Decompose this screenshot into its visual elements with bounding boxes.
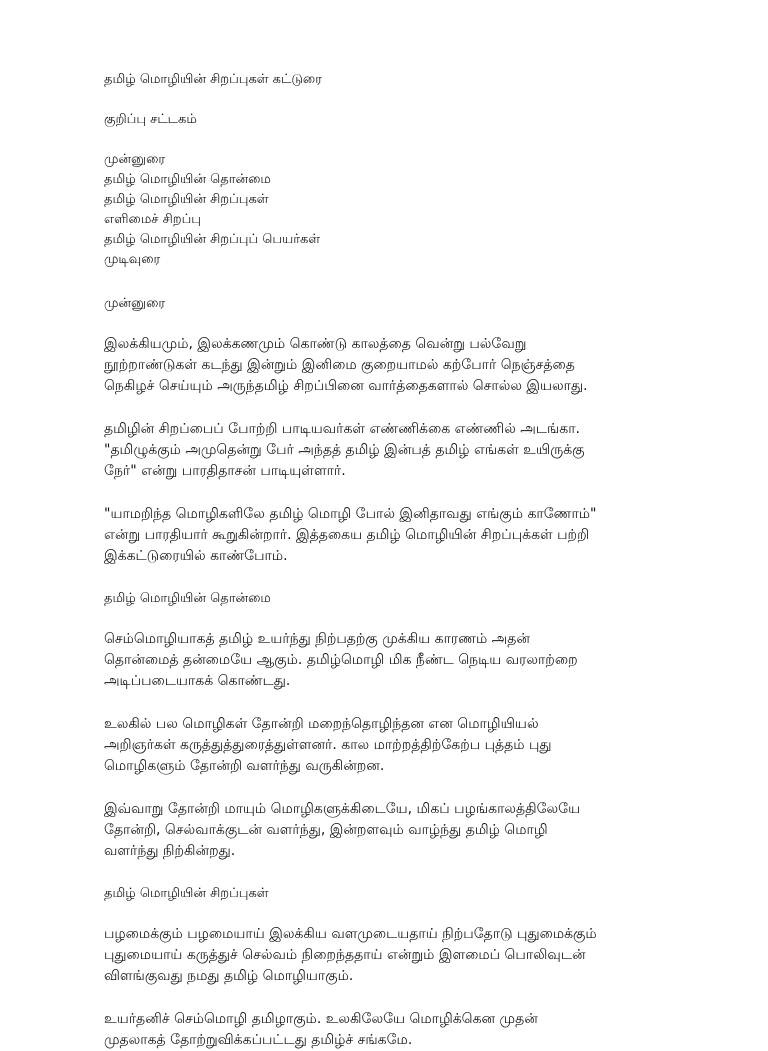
paragraph-line: விளங்குவது நமது தமிழ் மொழியாகும். [104, 968, 354, 984]
paragraph-line: மொழிகளும் தோன்றி வளர்ந்து வருகின்றன. [104, 758, 385, 774]
paragraph [104, 799, 738, 862]
paragraph-line: இலக்கியமும், இலக்கணமும் கொண்டு காலத்தை வென்று பல்வேறு [104, 336, 527, 352]
paragraph-line: முதலாகத் தோற்றுவிக்கப்பட்டது தமிழ்ச் சங்கமே. [104, 1032, 413, 1048]
document-title: தமிழ் மொழியின் சிறப்புகள் கட்டுரை [104, 72, 322, 87]
paragraph-line: தமிழின் சிறப்பைப் போற்றி பாடியவர்கள் எண்ணிக்கை எண்ணில் அடங்கா. [104, 421, 580, 437]
outline-item: எளிமைச் சிறப்பு [104, 212, 201, 227]
paragraph [104, 334, 738, 397]
outline-item: தமிழ் மொழியின் சிறப்புகள் [104, 192, 269, 207]
paragraph-line: இவ்வாறு தோன்றி மாயும் மொழிகளுக்கிடையே, மிகப் பழங்காலத்திலேயே [104, 801, 581, 817]
paragraph-line: தோன்றி, செல்வாக்குடன் வளர்ந்து, இன்றளவும் வாழ்ந்து தமிழ் மொழி [104, 822, 548, 838]
outline-heading: குறிப்பு சட்டகம் [104, 112, 197, 127]
paragraph-line: நேர்" என்று பாரதிதாசன் பாடியுள்ளார். [104, 463, 346, 479]
paragraph-line: உலகில் பல மொழிகள் தோன்றி மறைந்தொழிந்தன என மொழியியல் [104, 716, 539, 732]
paragraph-line: உயர்தனிச் செம்மொழி தமிழாகும். உலகிலேயே மொழிக்கென முதன் [104, 1011, 538, 1027]
outline-item: முடிவுரை [104, 252, 161, 267]
paragraph-line: புதுமையாய் கருத்துச் செல்வம் நிறைந்ததாய் என்றும் இளமைப் பொலிவுடன் [104, 947, 586, 963]
outline-item: தமிழ் மொழியின் சிறப்புப் பெயர்கள் [104, 232, 321, 247]
paragraph [104, 629, 738, 692]
paragraph [104, 504, 738, 567]
paragraph-line: "தமிழுக்கும் அமுதென்று பேர் அந்தத் தமிழ் இன்பத் தமிழ் எங்கள் உயிருக்கு [104, 442, 585, 458]
paragraph-line: அடிப்படையாகக் கொண்டது. [104, 673, 291, 689]
paragraph-line: தொன்மைத் தன்மையே ஆகும். தமிழ்மொழி மிக நீண்ட நெடிய வரலாற்றை [104, 652, 578, 668]
outline-list [104, 150, 738, 270]
paragraph [104, 714, 738, 777]
paragraph [104, 924, 738, 987]
paragraph-line: பழமைக்கும் பழமையாய் இலக்கிய வளமுடையதாய் நிற்பதோடு புதுமைக்கும் [104, 926, 597, 942]
paragraph-line: செம்மொழியாகத் தமிழ் உயர்ந்து நிற்பதற்கு முக்கிய காரணம் அதன் [104, 631, 530, 647]
section-heading-features: தமிழ் மொழியின் சிறப்புகள் [104, 886, 269, 901]
paragraph [104, 1009, 738, 1051]
paragraph-line: "யாமறிந்த மொழிகளிலே தமிழ் மொழி போல் இனிதாவது எங்கும் காணோம்" [104, 506, 597, 522]
paragraph-line: அறிஞர்கள் கருத்துத்துரைத்துள்ளனர். கால மாற்றத்திற்கேற்ப புத்தம் புது [104, 737, 552, 753]
paragraph-line: வளர்ந்து நிற்கின்றது. [104, 843, 236, 859]
outline-item: தமிழ் மொழியின் தொன்மை [104, 172, 271, 187]
section-heading-antiquity: தமிழ் மொழியின் தொன்மை [104, 591, 271, 606]
paragraph-line: நூற்றாண்டுகள் கடந்து இன்றும் இனிமை குறையாமல் கற்போர் நெஞ்சத்தை [104, 357, 575, 373]
outline-item: முன்னுரை [104, 152, 166, 167]
paragraph-line: இக்கட்டுரையில் காண்போம். [104, 548, 288, 564]
paragraph [104, 419, 738, 482]
section-heading-introduction: முன்னுரை [104, 296, 166, 311]
paragraph-line: என்று பாரதியார் கூறுகின்றார். இத்தகைய தமிழ் மொழியின் சிறப்புக்கள் பற்றி [104, 527, 590, 543]
paragraph-line: நெகிழச் செய்யும் அருந்தமிழ் சிறப்பினை வார்த்தைகளால் சொல்ல இயலாது. [104, 378, 588, 394]
